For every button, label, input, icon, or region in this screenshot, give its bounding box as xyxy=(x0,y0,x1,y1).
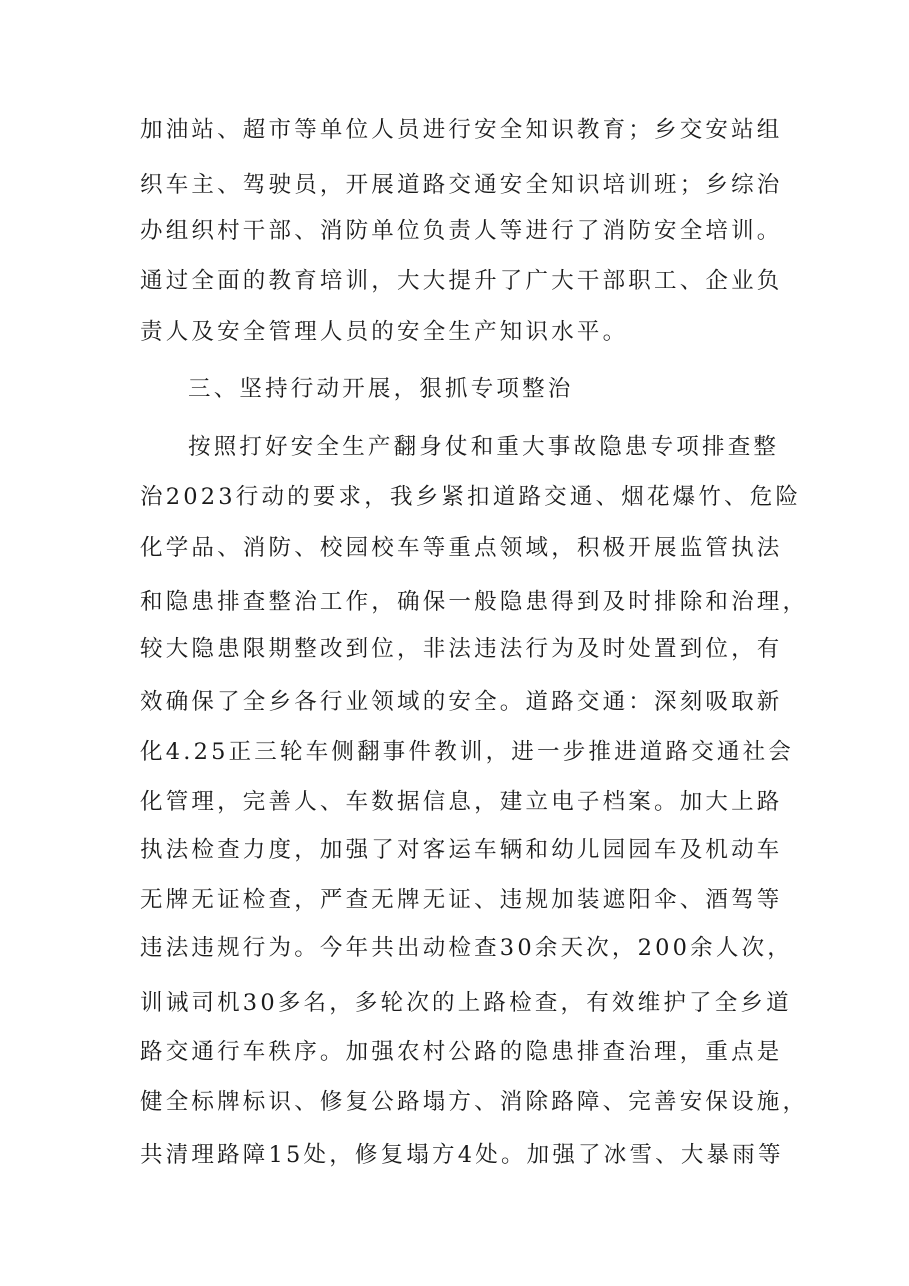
text-line: 训诫司机30多名，多轮次的上路检查，有效维护了全乡道 xyxy=(140,990,792,1016)
text-line: 执法检查力度，加强了对客运车辆和幼儿园园车及机动车 xyxy=(140,837,783,863)
text-line: 化管理，完善人、车数据信息，建立电子档案。加大上路 xyxy=(140,789,783,815)
text-line: 责人及安全管理人员的安全生产知识水平。 xyxy=(140,319,629,345)
text-line: 织车主、驾驶员，开展道路交通安全知识培训班；乡综治 xyxy=(140,172,783,198)
text-line: 加油站、超市等单位人员进行安全知识教育；乡交安站组 xyxy=(140,117,783,143)
text-line: 共清理路障15处，修复塌方4处。加强了冰雪、大暴雨等 xyxy=(140,1142,784,1168)
text-line: 效确保了全乡各行业领域的安全。道路交通：深刻吸取新 xyxy=(140,689,783,715)
text-line: 治2023行动的要求，我乡紧扣道路交通、烟花爆竹、危险 xyxy=(140,484,802,510)
text-line: 和隐患排查整治工作，确保一般隐患得到及时排除和治理， xyxy=(140,589,809,615)
text-line: 按照打好安全生产翻身仗和重大事故隐患专项排查整 xyxy=(188,434,780,460)
text-line: 无牌无证检查，严查无牌无证、违规加装遮阳伞、酒驾等 xyxy=(140,887,783,913)
text-line: 路交通行车秩序。加强农村公路的隐患排查治理，重点是 xyxy=(140,1039,783,1065)
text-line: 办组织村干部、消防单位负责人等进行了消防安全培训。 xyxy=(140,218,783,244)
text-line: 化学品、消防、校园校车等重点领域，积极开展监管执法 xyxy=(140,535,783,561)
text-line: 健全标牌标识、修复公路塌方、消除路障、完善安保设施， xyxy=(140,1089,809,1115)
section-heading: 三、坚持行动开展，狠抓专项整治 xyxy=(188,376,574,402)
text-line: 违法违规行为。今年共出动检查30余天次，200余人次， xyxy=(140,935,793,961)
text-line: 通过全面的教育培训，大大提升了广大干部职工、企业负 xyxy=(140,268,783,294)
text-line: 化4.25正三轮车侧翻事件教训，进一步推进道路交通社会 xyxy=(140,739,794,765)
text-line: 较大隐患限期整改到位，非法违法行为及时处置到位，有 xyxy=(140,636,783,662)
